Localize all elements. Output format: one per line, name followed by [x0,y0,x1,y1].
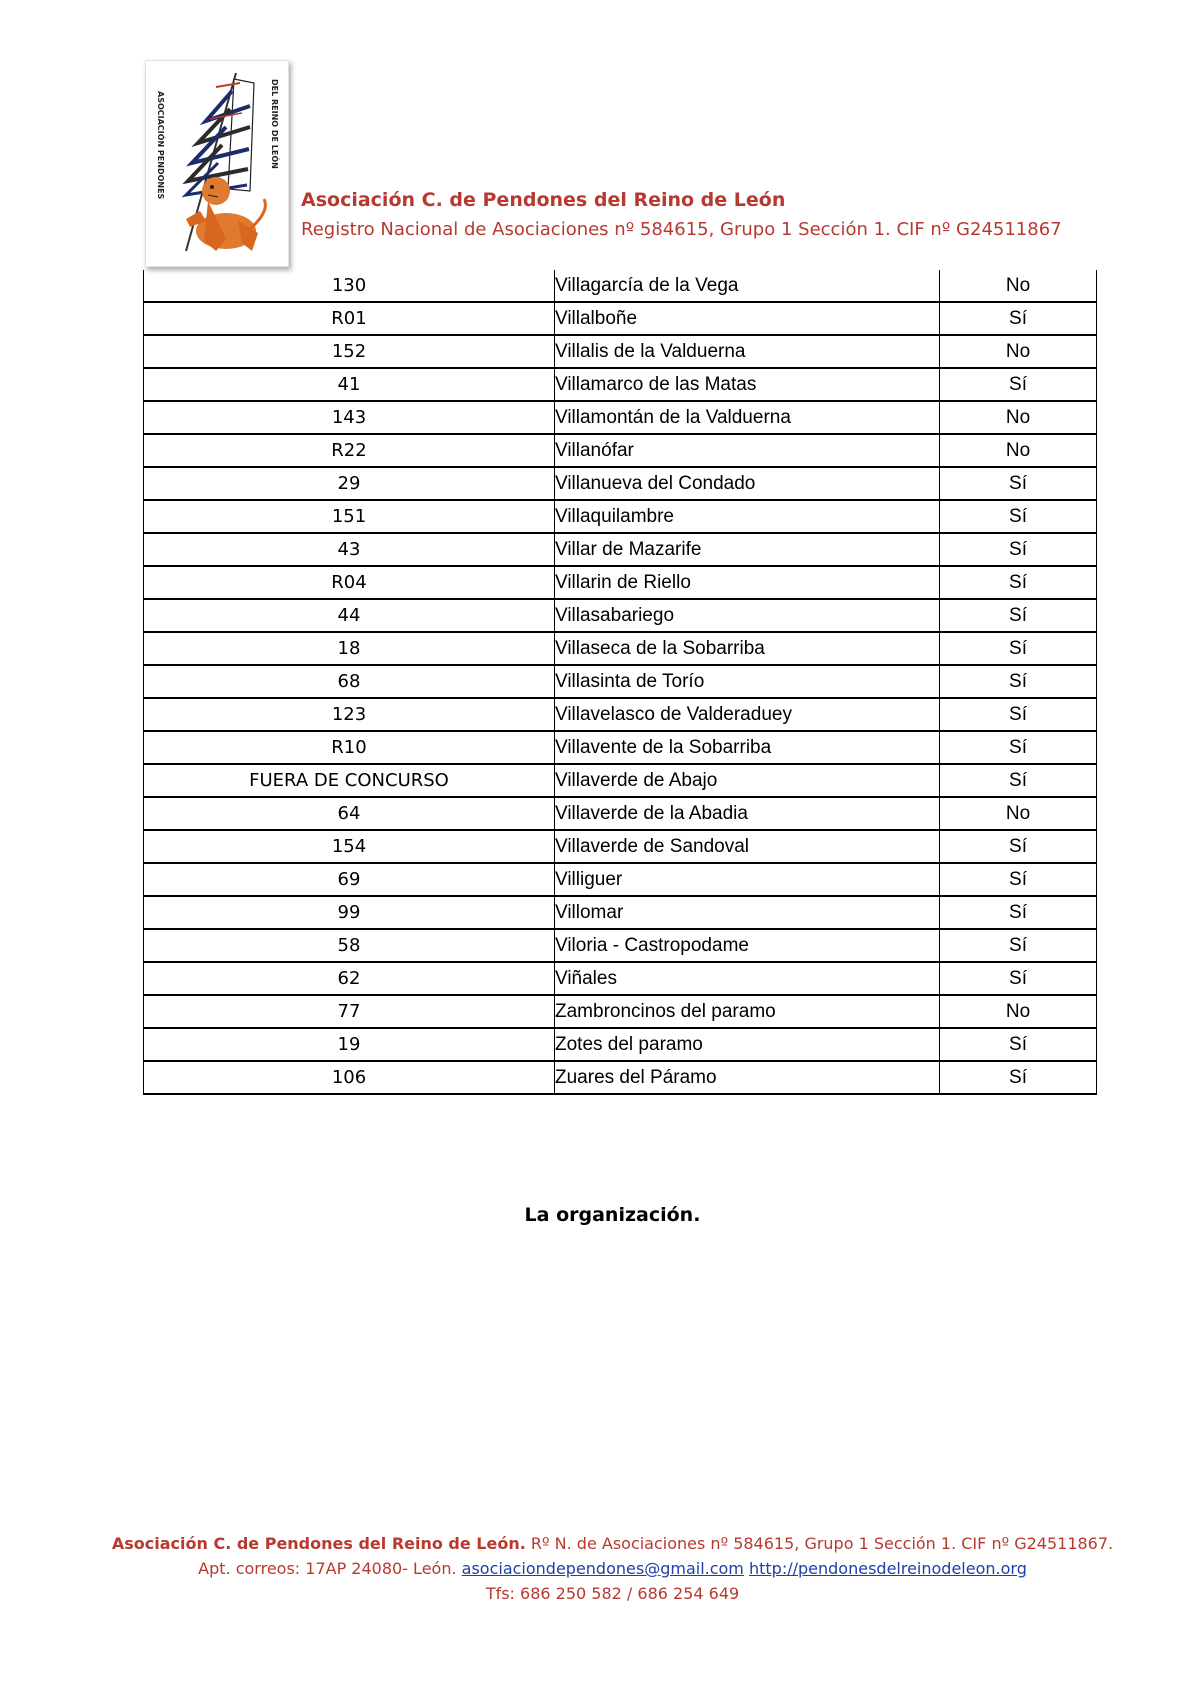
status-flag: No [940,335,1097,368]
row-number: 154 [144,830,555,863]
town-name: Villomar [555,896,940,929]
status-flag: No [940,797,1097,830]
town-name: Villalis de la Valduerna [555,335,940,368]
row-number: 64 [144,797,555,830]
row-number: 106 [144,1061,555,1094]
results-table-body [144,270,1097,1094]
town-name: Villaverde de Sandoval [555,830,940,863]
table-row [144,995,1097,1028]
row-number: 29 [144,467,555,500]
row-number: 18 [144,632,555,665]
row-number: R01 [144,302,555,335]
table-row [144,863,1097,896]
town-name: Villasabariego [555,599,940,632]
header-title: Asociación C. de Pendones del Reino de León [301,189,786,211]
table-row [144,270,1097,302]
town-name: Villar de Mazarife [555,533,940,566]
table-row [144,1061,1097,1094]
row-number: FUERA DE CONCURSO [144,764,555,797]
table-row [144,731,1097,764]
row-number: 41 [144,368,555,401]
row-number: 77 [144,995,555,1028]
footer-line-1 [0,1534,1199,1553]
status-flag: Sí [940,368,1097,401]
town-name: Villagarcía de la Vega [555,270,940,302]
table-row [144,335,1097,368]
status-flag: Sí [940,1028,1097,1061]
row-number: R22 [144,434,555,467]
table-row [144,896,1097,929]
table-row [144,962,1097,995]
status-flag: Sí [940,929,1097,962]
row-number: R10 [144,731,555,764]
table-row [144,1028,1097,1061]
town-name: Villamarco de las Matas [555,368,940,401]
town-name: Villalboñe [555,302,940,335]
status-flag: Sí [940,500,1097,533]
table-row [144,929,1097,962]
status-flag: Sí [940,665,1097,698]
status-flag: Sí [940,566,1097,599]
status-flag: Sí [940,863,1097,896]
status-flag: Sí [940,764,1097,797]
town-name: Villanueva del Condado [555,467,940,500]
table-row [144,698,1097,731]
row-number: 99 [144,896,555,929]
signoff: La organización. [524,1204,701,1226]
row-number: R04 [144,566,555,599]
status-flag: Sí [940,830,1097,863]
town-name: Zotes del paramo [555,1028,940,1061]
town-name: Villasinta de Torío [555,665,940,698]
footer-registry: Rº N. de Asociaciones nº 584615, Grupo 1 Sección 1. CIF nº G24511867. [525,1534,1114,1553]
status-flag: Sí [940,896,1097,929]
table-row [144,434,1097,467]
status-flag: Sí [940,962,1097,995]
table-row [144,533,1097,566]
town-name: Villaseca de la Sobarriba [555,632,940,665]
row-number: 151 [144,500,555,533]
status-flag: Sí [940,698,1097,731]
row-number: 68 [144,665,555,698]
association-logo [145,60,289,267]
row-number: 152 [144,335,555,368]
table-row [144,764,1097,797]
town-name: Villavente de la Sobarriba [555,731,940,764]
logo-text-left: ASOCIACIÓN PENDONES [156,91,165,200]
town-name: Zambroncinos del paramo [555,995,940,1028]
status-flag: No [940,401,1097,434]
table-row [144,665,1097,698]
row-number: 43 [144,533,555,566]
status-flag: No [940,995,1097,1028]
row-number: 143 [144,401,555,434]
table-row [144,500,1097,533]
table-row [144,368,1097,401]
table-row [144,599,1097,632]
footer-line-2 [0,1559,1199,1578]
row-number: 19 [144,1028,555,1061]
town-name: Viloria - Castropodame [555,929,940,962]
town-name: Villanófar [555,434,940,467]
row-number: 58 [144,929,555,962]
table-row [144,632,1097,665]
logo-text-right: DEL REINO DE LEÓN [270,79,279,169]
town-name: Zuares del Páramo [555,1061,940,1094]
footer-association-name: Asociación C. de Pendones del Reino de León. [111,1534,526,1553]
status-flag: Sí [940,731,1097,764]
status-flag: Sí [940,599,1097,632]
footer-email-link[interactable]: asociaciondependones@gmail.com [461,1559,744,1578]
row-number: 62 [144,962,555,995]
town-name: Villaverde de la Abadia [555,797,940,830]
status-flag: Sí [940,1061,1097,1094]
table-row [144,830,1097,863]
status-flag: Sí [940,467,1097,500]
status-flag: No [940,270,1097,302]
status-flag: Sí [940,533,1097,566]
town-name: Villarin de Riello [555,566,940,599]
status-flag: Sí [940,302,1097,335]
header-subtitle: Registro Nacional de Asociaciones nº 584615, Grupo 1 Sección 1. CIF nº G24511867 [301,219,1062,240]
table-row [144,797,1097,830]
footer-address: Apt. correos: 17AP 24080- León. [198,1559,462,1578]
table-row [144,467,1097,500]
row-number: 123 [144,698,555,731]
row-number: 130 [144,270,555,302]
status-flag: Sí [940,632,1097,665]
row-number: 44 [144,599,555,632]
table-row [144,302,1097,335]
town-name: Villaquilambre [555,500,940,533]
table-row [144,566,1097,599]
town-name: Villavelasco de Valderaduey [555,698,940,731]
footer-website-link[interactable]: http://pendonesdelreinodeleon.org [748,1559,1027,1578]
town-name: Villiguer [555,863,940,896]
footer-phones: Tfs: 686 250 582 / 686 254 649 [485,1584,740,1603]
row-number: 69 [144,863,555,896]
results-table [143,270,1097,1095]
town-name: Villamontán de la Valduerna [555,401,940,434]
town-name: Viñales [555,962,940,995]
table-row [144,401,1097,434]
status-flag: No [940,434,1097,467]
town-name: Villaverde de Abajo [555,764,940,797]
